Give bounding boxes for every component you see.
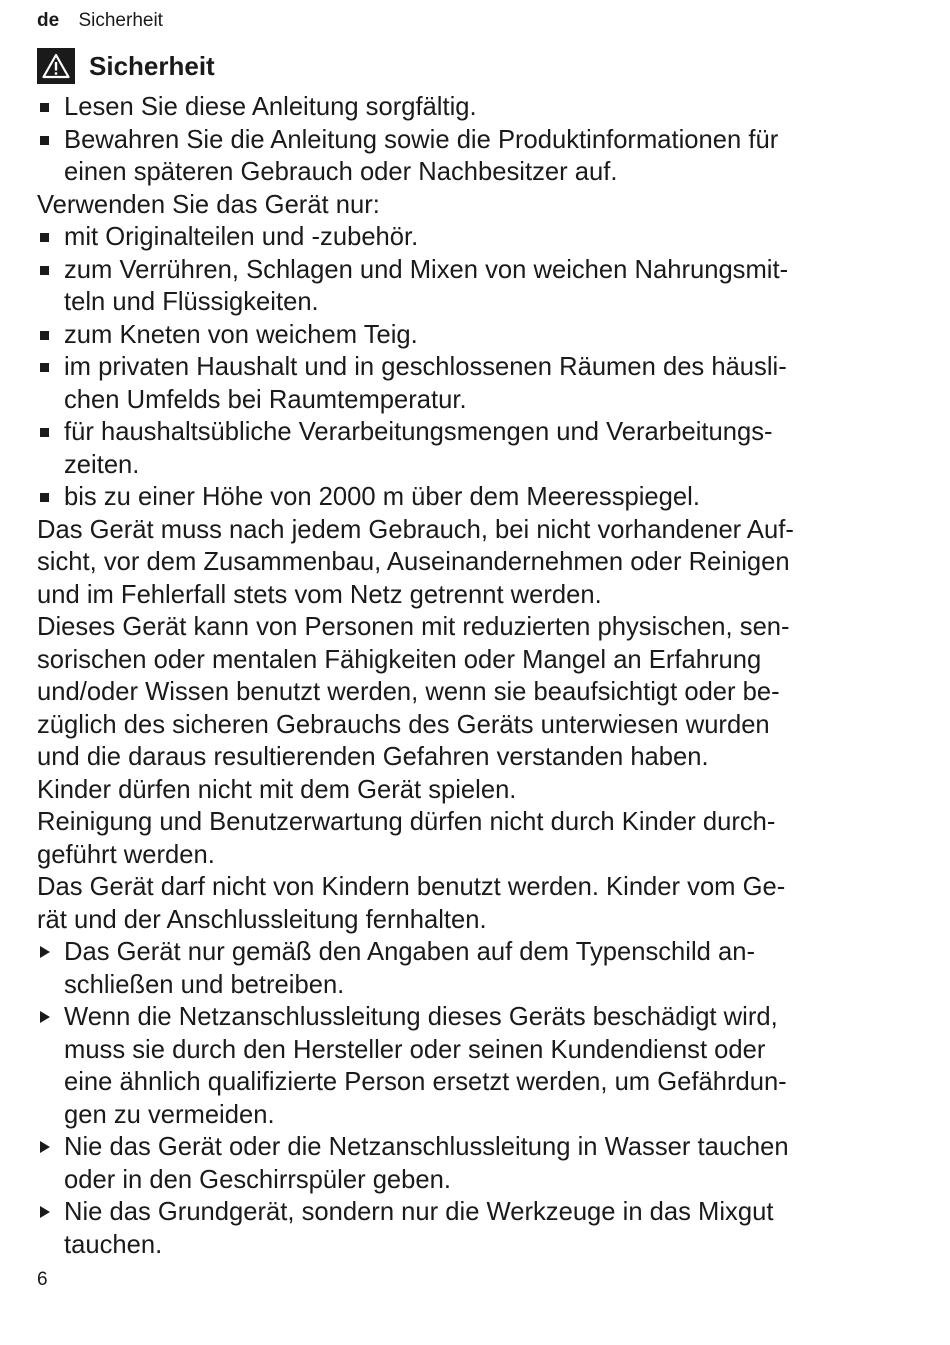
square-bullet-icon [40,331,49,340]
text-line: Kinder dürfen nicht mit dem Gerät spielen. [37,775,517,804]
paragraph [37,611,897,774]
arrow-bullet-icon [40,1141,50,1153]
text-line: Das Gerät nur gemäß den Angaben auf dem Typenschild an- [64,938,755,966]
text-line: sorischen oder mentalen Fähigkeiten oder Mangel an Erfahrung [37,645,762,674]
item-text: Lesen Sie diese Anleitung sorgfältig. [64,93,477,121]
text-line: zum Verrühren, Schlagen und Mixen von weichen Nahrungsmit- [64,255,789,284]
text-line: Nie das Grundgerät, sondern nur die Werkzeuge in das Mixgut [64,1198,774,1226]
square-bullet-icon [40,493,49,502]
warning-triangle-icon [37,48,75,84]
text-line: für haushaltsübliche Verarbeitungsmengen und Verarbeitungs- [64,418,773,446]
text-line: muss sie durch den Hersteller oder seinen Kundendienst oder [64,1035,766,1064]
page-number: 6 [37,1269,48,1290]
text-line: geführt werden. [37,840,215,869]
section-heading [37,48,215,84]
text-line: Das Gerät darf nicht von Kindern benutzt werden. Kinder vom Ge- [37,873,786,901]
square-bullet-icon [40,266,49,275]
text-line: tauchen. [64,1230,163,1259]
list-item [37,319,897,352]
square-bullet-icon [40,136,49,145]
text-line: Verwenden Sie das Gerät nur: [37,190,380,219]
text-line: sicht, vor dem Zusammenbau, Auseinandernehmen oder Reinigen [37,548,790,576]
item-text: zum Kneten von weichem Teig. [64,320,418,349]
text-line: eine ähnlich qualifizierte Person ersetzt werden, um Gefährdun- [64,1068,787,1096]
text-line: Wenn die Netzanschlussleitung dieses Geräts beschädigt wird, [64,1003,778,1031]
list-item [37,254,897,319]
text-line: chen Umfelds bei Raumtemperatur. [64,385,467,414]
header-language: de [37,10,60,31]
running-header [37,9,163,33]
square-bullet-icon [40,103,49,112]
paragraph [37,871,897,936]
text-line: und im Fehlerfall stets vom Netz getrennt werden. [37,580,602,609]
list-item [37,221,897,254]
instruction-item [37,936,897,1001]
instruction-item [37,1196,897,1261]
list-item [37,481,897,514]
text-line: züglich des sicheren Gebrauchs des Geräts unterwiesen wurden [37,710,770,739]
text-line: Reinigung und Benutzerwartung dürfen nicht durch Kinder durch- [37,808,776,836]
header-section: Sicherheit [78,10,163,31]
paragraph [37,514,897,612]
text-line: im privaten Haushalt und in geschlossenen Räumen des häusli- [64,353,787,381]
text-line: oder in den Geschirrspüler geben. [64,1165,451,1194]
text-line: zeiten. [64,450,140,479]
arrow-bullet-icon [40,1206,50,1218]
paragraph [37,189,897,222]
item-text: bis zu einer Höhe von 2000 m über dem Meeresspiegel. [64,483,700,511]
text-line: Bewahren Sie die Anleitung sowie die Produktinformationen für [64,125,779,154]
text-line: einen späteren Gebrauch oder Nachbesitzer auf. [64,158,618,186]
text-line: gen zu vermeiden. [64,1100,275,1129]
text-line: Das Gerät muss nach jedem Gebrauch, bei nicht vorhandener Auf- [37,515,794,544]
list-item [37,351,897,416]
list-item [37,124,897,189]
paragraph [37,806,897,871]
page-title: Sicherheit [89,51,215,81]
paragraph [37,774,897,807]
text-line: rät und der Anschlussleitung fernhalten. [37,905,487,934]
text-line: und/oder Wissen benutzt werden, wenn sie beaufsichtigt oder be- [37,678,780,706]
square-bullet-icon [40,233,49,242]
item-text: mit Originalteilen und -zubehör. [64,223,419,251]
instruction-item [37,1131,897,1196]
arrow-bullet-icon [40,1011,50,1023]
text-line: teln und Flüssigkeiten. [64,288,319,316]
text-line: schließen und betreiben. [64,970,345,999]
list-item [37,416,897,481]
text-line: und die daraus resultierenden Gefahren verstanden haben. [37,743,709,771]
text-line: Nie das Gerät oder die Netzanschlussleitung in Wasser tauchen [64,1133,789,1161]
list-item [37,91,897,124]
safety-content [37,91,897,1261]
square-bullet-icon [40,428,49,437]
text-line: Dieses Gerät kann von Personen mit reduzierten physischen, sen- [37,613,790,641]
arrow-bullet-icon [40,946,50,958]
instruction-item [37,1001,897,1131]
square-bullet-icon [40,363,49,372]
